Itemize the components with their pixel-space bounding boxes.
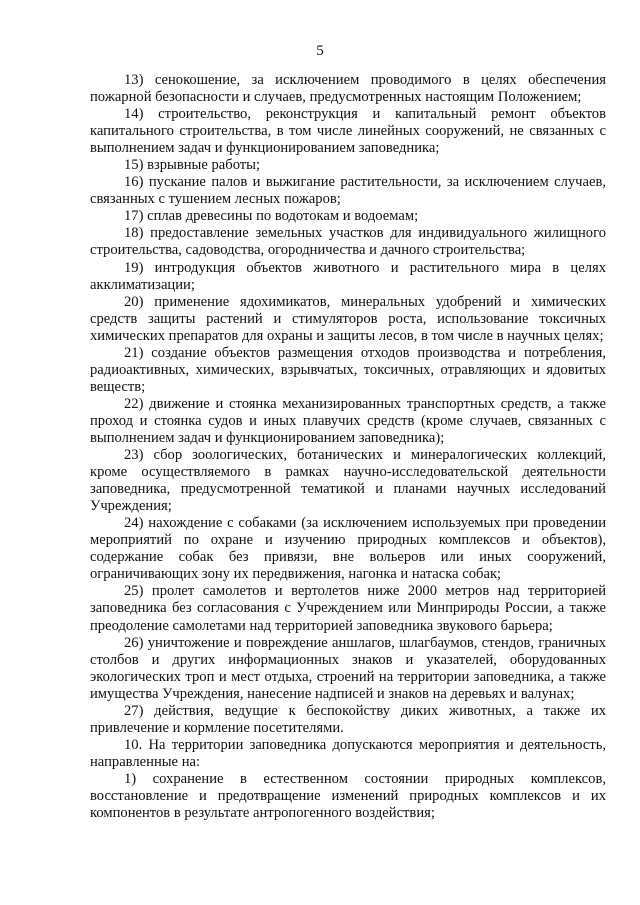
list-item-27: 27) действия, ведущие к беспокойству диких животных, а также их привлечение и кормление посетителями. (90, 702, 606, 736)
page-number: 5 (316, 43, 324, 59)
list-item-19: 19) интродукция объектов животного и растительного мира в целях акклиматизации; (90, 259, 606, 293)
list-item-25: 25) пролет самолетов и вертолетов ниже 2000 метров над территорией заповедника без согласования с Учреждением или Минприроды России, а также преодоление самолетами над территорией заповедника звукового барьера; (90, 583, 606, 634)
list-item-18: 18) предоставление земельных участков для индивидуального жилищного строительства, садоводства, огородничества и дачного строительства; (90, 225, 606, 259)
list-item-22: 22) движение и стоянка механизированных транспортных средств, а также проход и стоянка судов и иных плавучих средств (кроме случаев, связанных с выполнением задач и функционированием заповедника); (90, 395, 606, 446)
list-item-20: 20) применение ядохимикатов, минеральных удобрений и химических средств защиты растений и стимуляторов роста, использование токсичных химических препаратов для охраны и защиты лесов, в том числе в научных целях; (90, 293, 606, 344)
list-item-26: 26) уничтожение и повреждение аншлагов, шлагбаумов, стендов, граничных столбов и других информационных знаков и указателей, оборудованных экологических троп и мест отдыха, строений на территории заповедника, а также имущества Учреждения, нанесение надписей и знаков на деревьях и валунах; (90, 634, 606, 702)
list-item-16: 16) пускание палов и выжигание растительности, за исключением случаев, связанных с тушением лесных пожаров; (90, 174, 606, 208)
section-10-item-1: 1) сохранение в естественном состоянии природных комплексов, восстановление и предотвращение изменений природных комплексов и их компонентов в результате антропогенного воздействия; (90, 770, 606, 822)
list-item-21: 21) создание объектов размещения отходов производства и потребления, радиоактивных, химических, взрывчатых, токсичных, отравляющих и ядовитых веществ; (90, 344, 606, 395)
section-10-heading: 10. На территории заповедника допускаются мероприятия и деятельность, направленные на: (90, 736, 606, 770)
document-body (90, 72, 606, 822)
list-item-17: 17) сплав древесины по водотокам и водоемам; (124, 208, 419, 225)
list-item-15: 15) взрывные работы; (124, 157, 261, 174)
list-item-14: 14) строительство, реконструкция и капитальный ремонт объектов капитального строительства, в том числе линейных сооружений, не связанных с выполнением задач и функционированием заповедника; (90, 106, 606, 157)
list-item-24: 24) нахождение с собаками (за исключением используемых при проведении мероприятий по охране и изучению природных комплексов и объектов), содержание собак без привязи, вне вольеров или иных сооружений, ограничивающих зону их передвижения, нагонка и натаска собак; (90, 515, 606, 583)
list-item-23: 23) сбор зоологических, ботанических и минералогических коллекций, кроме осуществляемого в рамках научно-исследовательской деятельности заповедника, предусмотренной тематикой и планами научных исследований Учреждения; (90, 447, 606, 515)
list-item-13: 13) сенокошение, за исключением проводимого в целях обеспечения пожарной безопасности и случаев, предусмотренных настоящим Положением; (90, 72, 606, 106)
